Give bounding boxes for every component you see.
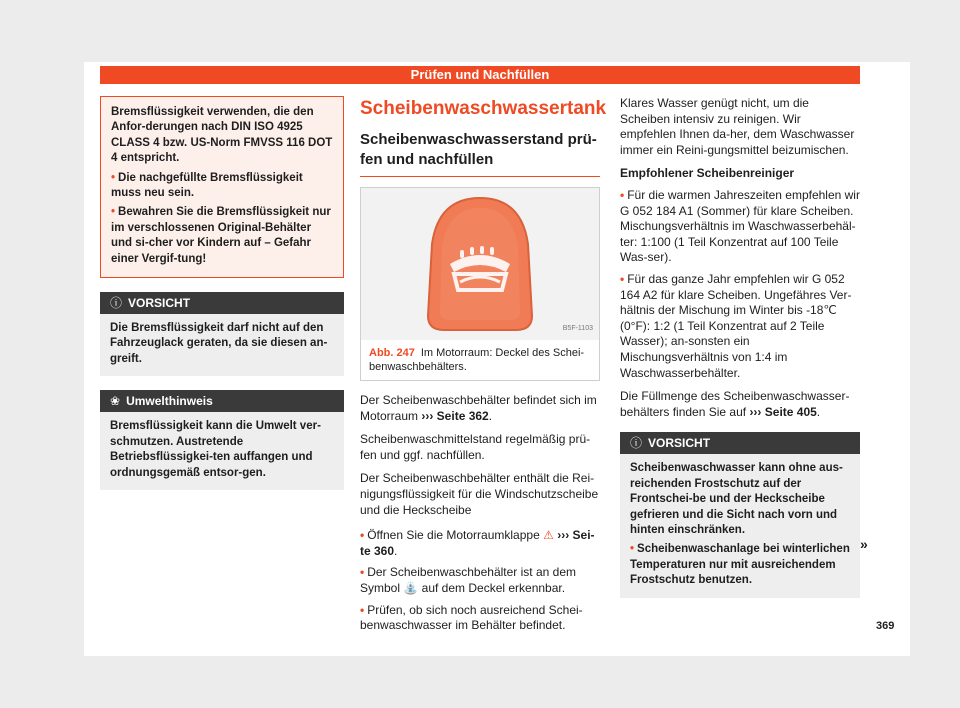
- page-header: Prüfen und Nachfüllen: [100, 66, 860, 84]
- figure-caption: [361, 340, 599, 380]
- section-subtitle: Scheibenwaschwasserstand prü-fen und nachfüllen: [360, 131, 597, 168]
- bullet-icon: •: [111, 206, 116, 219]
- list-item: [620, 272, 860, 381]
- info-circle-icon: ⓘ: [110, 296, 123, 311]
- figure-247: [360, 187, 600, 381]
- list-item-text: Für die warmen Jahreszeiten empfehlen wir G 052 184 A1 (Sommer) für klare Scheiben. Mischungsverhältnis im Waschwasserbehäl-ter: 1:100 (1 Teil Konzentrat auf 100 Teile Was-ser).: [620, 187, 860, 265]
- caution-title: VORSICHT: [648, 436, 711, 451]
- caution-header: [100, 292, 344, 314]
- step-item: • Öffnen Sie die Motorraumklappe ⚠ ››› Sei-te 360.: [360, 528, 595, 558]
- warning-item-text: Die nachgefüllte Bremsflüssigkeit muss neu sein.: [111, 171, 303, 200]
- environment-title: Umwelthinweis: [126, 394, 213, 409]
- caution-item: [630, 542, 850, 588]
- caution-box: [100, 292, 344, 376]
- page-reference-link[interactable]: ››› Sei-te 360: [360, 528, 595, 558]
- subtitle-rule: [360, 176, 600, 177]
- figure-caption-text: Im Motorraum: Deckel des Schei-benwaschbehälters.: [369, 347, 585, 373]
- subheading: Empfohlener Scheibenreiniger: [620, 166, 795, 181]
- step-text: Öffnen Sie die Motorraumklappe: [367, 528, 540, 543]
- figure-image: [361, 188, 599, 340]
- bullet-icon: •: [360, 565, 365, 580]
- column-middle: [360, 98, 607, 634]
- bullet-icon: •: [360, 528, 365, 543]
- paragraph: Der Scheibenwaschbehälter befindet sich im Motorraum ››› Seite 362.: [360, 393, 597, 423]
- bullet-icon: •: [360, 602, 365, 617]
- environment-box: [100, 390, 344, 490]
- caution-box: [620, 432, 860, 597]
- column-right: [620, 96, 860, 598]
- warning-box: [100, 96, 344, 278]
- caution-item-text: Scheibenwaschanlage bei winterlichen Temperaturen nur mit ausreichendem Frostschutz benutzen.: [630, 543, 850, 587]
- paragraph: Scheibenwaschmittelstand regelmäßig prü-fen und ggf. nachfüllen.: [360, 432, 591, 462]
- step-text: auf dem Deckel erkennbar.: [421, 580, 566, 595]
- page-reference-link[interactable]: ››› Seite 405: [749, 404, 817, 419]
- washer-symbol-icon: ⛲: [403, 580, 419, 595]
- environment-text: Bremsflüssigkeit kann die Umwelt ver-schmutzen. Austretende Betriebsflüssigkei-ten auffangen und ordnungsgemäß entsor-gen.: [110, 420, 321, 479]
- page-reference-link[interactable]: ››› Seite 362: [421, 408, 489, 423]
- caution-title: VORSICHT: [128, 296, 191, 311]
- caution-body: [620, 454, 860, 597]
- caution-header: [620, 432, 860, 454]
- warning-triangle-icon: ⚠: [543, 528, 554, 543]
- figure-code: B5F-1103: [562, 325, 593, 333]
- bullet-icon: •: [111, 171, 116, 184]
- warning-item: [111, 205, 333, 267]
- section-title: Scheibenwaschwassertank: [360, 98, 607, 119]
- caution-text: Die Bremsflüssigkeit darf nicht auf den Fahrzeuglack geraten, da sie diesen an-greift.: [110, 322, 328, 365]
- bullet-icon: •: [620, 271, 625, 286]
- caution-text: Scheibenwaschwasser kann ohne aus-reichenden Frostschutz auf der Frontschei-be und der Heckscheibe gefrieren und die Sicht nach vorn und hinten einschränken.: [630, 462, 843, 536]
- step-item: [360, 565, 600, 596]
- continue-arrow-icon: »: [860, 536, 868, 552]
- bullet-icon: •: [620, 187, 625, 202]
- warning-item: [111, 171, 333, 202]
- info-circle-icon: ⓘ: [630, 436, 643, 451]
- warning-item-text: Bewahren Sie die Bremsflüssigkeit nur im verschlossenen Original-Behälter und si-cher vor Kindern auf – Gefahr einer Vergif-tung!: [111, 206, 331, 265]
- figure-number: Abb. 247: [369, 347, 415, 359]
- paragraph-text: Der Scheibenwaschbehälter befindet sich im Motorraum: [360, 393, 597, 423]
- column-left: [100, 96, 344, 490]
- leaf-icon: ❀: [110, 394, 121, 409]
- environment-header: [100, 390, 344, 412]
- page-number: 369: [876, 620, 895, 632]
- step-text: Der Scheibenwaschbehälter ist an dem Symbol: [360, 565, 576, 595]
- list-item: [620, 188, 860, 266]
- paragraph: Klares Wasser genügt nicht, um die Scheiben intensiv zu reinigen. Wir empfehlen Ihnen da-her, dem Waschwasser immer ein Reini-gungsmittel beizumischen.: [620, 96, 855, 157]
- step-item: [360, 603, 600, 634]
- washer-cap-illustration: [420, 194, 540, 334]
- paragraph-text: Die Füllmenge des Scheibenwaschwasser-behälters finden Sie auf: [620, 389, 850, 419]
- paragraph: Die Füllmenge des Scheibenwaschwasser-behälters finden Sie auf ››› Seite 405.: [620, 389, 850, 419]
- bullet-icon: •: [630, 543, 635, 556]
- step-text: Prüfen, ob sich noch ausreichend Schei-benwaschwasser im Behälter befindet.: [360, 602, 583, 633]
- warning-intro: Bremsflüssigkeit verwenden, die den Anfor-derungen nach DIN ISO 4925 CLASS 4 bzw. US-Norm FMVSS 116 DOT 4 entspricht.: [111, 106, 333, 165]
- paragraph: Der Scheibenwaschbehälter enthält die Rei-nigungsflüssigkeit für die Windschutzscheibe und die Heckscheibe: [360, 471, 599, 517]
- list-item-text: Für das ganze Jahr empfehlen wir G 052 164 A2 für klare Scheiben. Ungefähres Ver-hältnis der Mischung im Winter bis -18℃ (0°F): 1:2 (1 Teil Konzentrat auf 2 Teile Wasser); an-sonsten ein Mischungsverhältnis von 1:4 im Waschwasserbehälter.: [620, 271, 852, 380]
